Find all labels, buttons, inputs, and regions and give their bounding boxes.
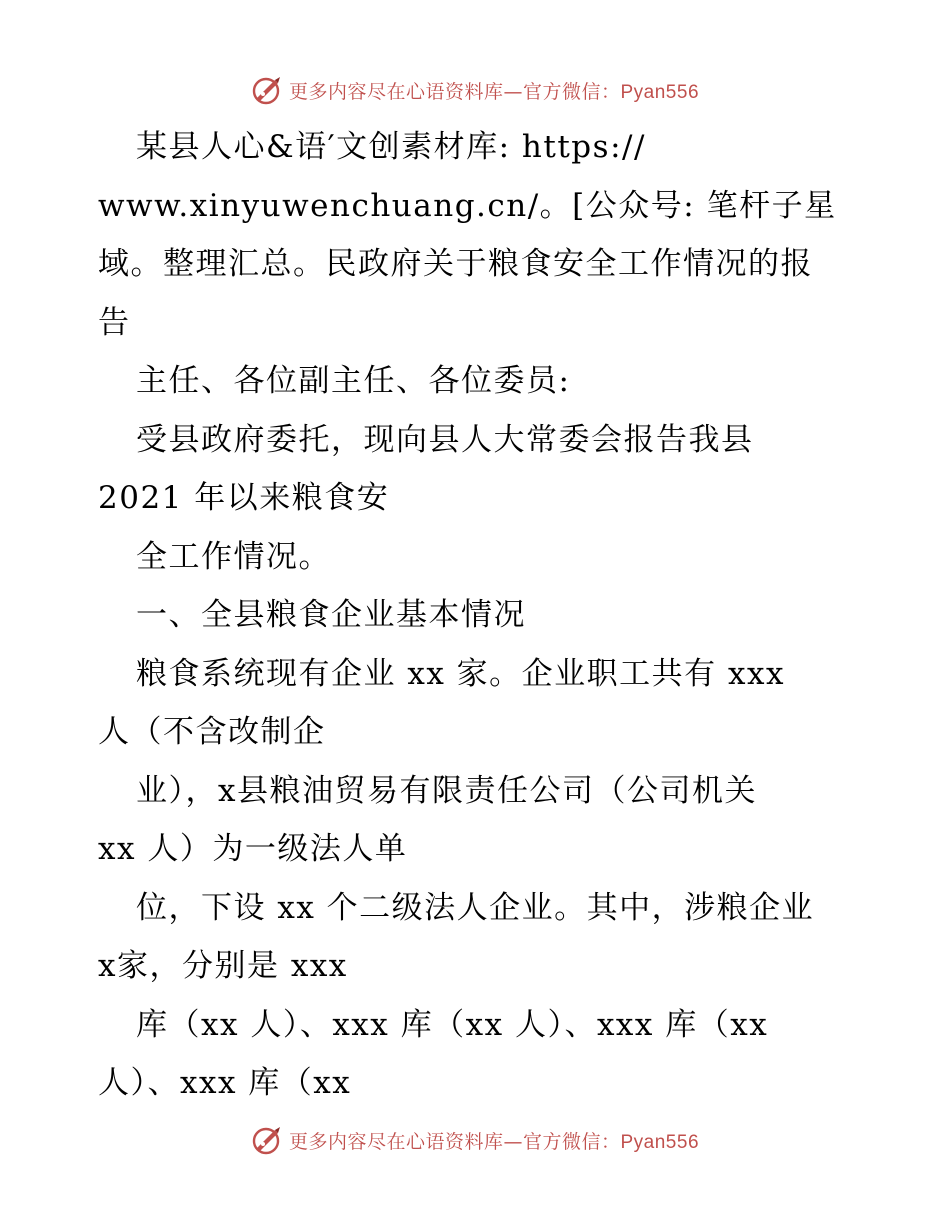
banner-wechat-label: 官方微信： [522, 1130, 621, 1153]
banner-dash: — [503, 80, 523, 103]
banner-wechat-label: 官方微信： [522, 80, 621, 103]
document-line: x家，分别是 xxx [98, 948, 348, 984]
document-line: 告 [98, 304, 131, 341]
banner-text [289, 1127, 699, 1154]
document-line: 2021 年以来粮食安 [98, 480, 390, 516]
pen-logo-icon [251, 74, 283, 106]
document-line: 业），x县粮油贸易有限责任公司（公司机关 [136, 772, 757, 809]
document-line: 全工作情况。 [136, 538, 331, 575]
document-line: 主任、各位副主任、各位委员: [136, 363, 571, 399]
document-line: 某县人心&语′文创素材库: https:// [136, 129, 646, 165]
banner-wechat-id: Pyan556 [620, 1131, 700, 1153]
header-banner [0, 72, 950, 108]
banner-site-text: 更多内容尽在心语资料库 [288, 80, 504, 103]
banner-wechat-id: Pyan556 [620, 81, 700, 103]
document-line: 一、全县粮食企业基本情况 [136, 597, 526, 633]
document-line: xx 人）为一级法人单 [98, 831, 408, 867]
document-line: 域。整理汇总。民政府关于粮食安全工作情况的报 [98, 246, 813, 282]
footer-banner [0, 1122, 950, 1158]
document-line: 粮食系统现有企业 xx 家。企业职工共有 xxx [136, 655, 785, 692]
banner-site-text: 更多内容尽在心语资料库 [288, 1130, 504, 1153]
document-line: 人（不含改制企 [98, 714, 326, 750]
document-line: 位，下设 xx 个二级法人企业。其中，涉粮企业 [136, 889, 815, 926]
pen-logo-icon [251, 1124, 283, 1156]
banner-text [289, 77, 699, 104]
document-line: 人）、xxx 库（xx [98, 1065, 352, 1101]
document-line: 受县政府委托，现向县人大常委会报告我县 [136, 421, 754, 458]
document-line: www.xinyuwenchuang.cn/。[公众号: 笔杆子星 [98, 187, 837, 224]
document-body [98, 118, 858, 1113]
document-line: 库（xx 人）、xxx 库（xx 人）、xxx 库（xx [136, 1006, 769, 1043]
banner-dash: — [503, 1130, 523, 1153]
